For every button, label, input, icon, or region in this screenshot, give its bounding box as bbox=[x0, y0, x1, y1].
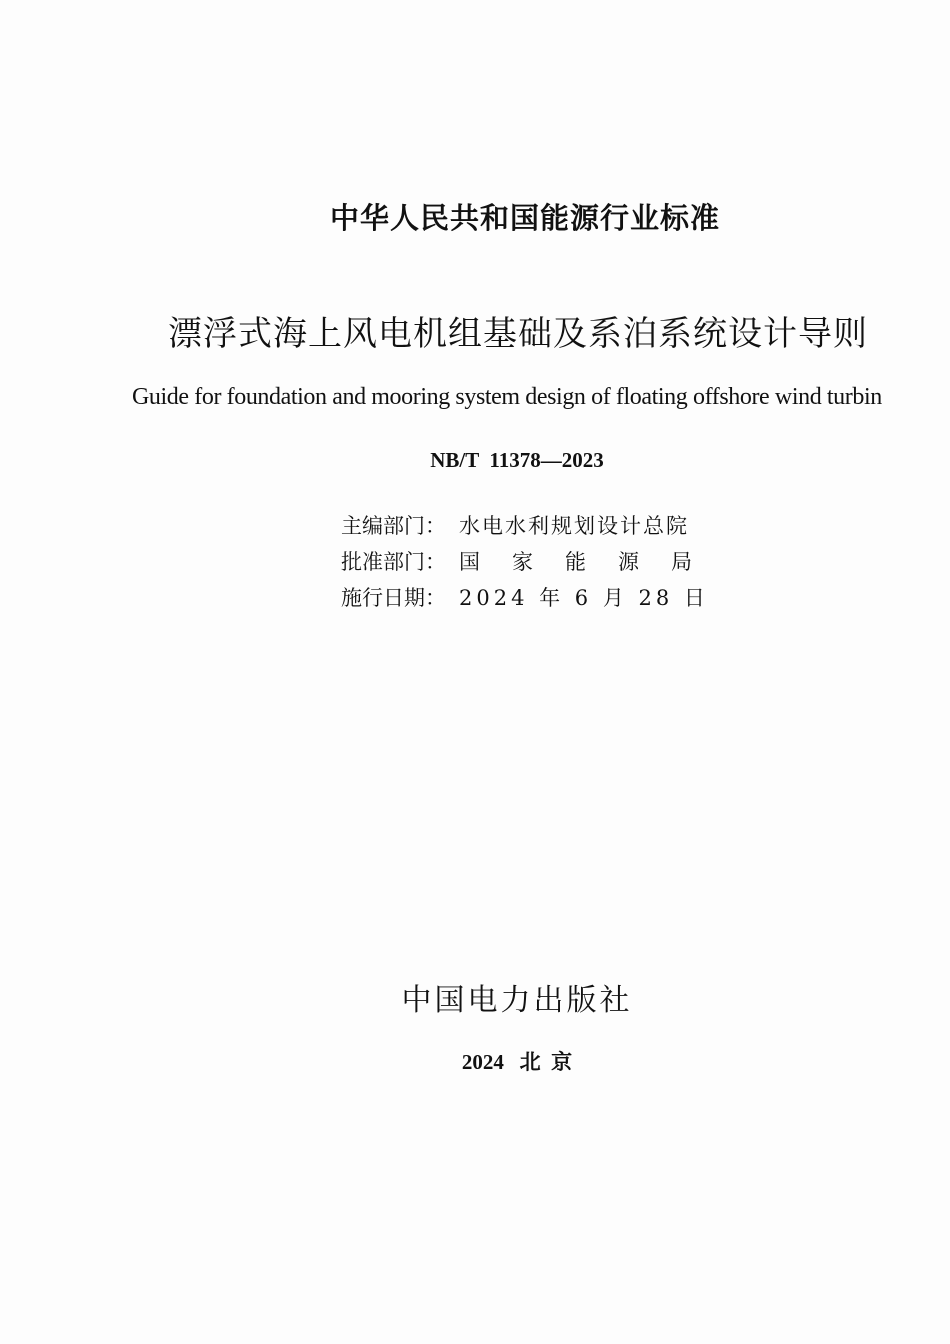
effective-label: 施行日期： bbox=[341, 586, 446, 610]
editor-value: 水电水利规划设计总院 bbox=[459, 514, 689, 538]
approver-row bbox=[341, 544, 724, 580]
publication-place: 2024 北 京 bbox=[461, 1050, 573, 1074]
meta-block bbox=[341, 508, 724, 616]
editor-label: 主编部门： bbox=[341, 514, 446, 538]
approver-value: 国家能源局 bbox=[459, 550, 724, 574]
effective-row bbox=[341, 580, 724, 616]
editor-row bbox=[341, 508, 724, 544]
chinese-title: 漂浮式海上风电机组基础及系泊系统设计导则 bbox=[168, 314, 868, 354]
effective-value: 2024 年 6 月 28 日 bbox=[459, 586, 709, 610]
english-title: Guide for foundation and mooring system design of floating offshore wind turbin bbox=[132, 384, 882, 410]
approver-label: 批准部门： bbox=[341, 550, 446, 574]
issuer-line: 中华人民共和国能源行业标准 bbox=[329, 201, 720, 235]
publisher: 中国电力出版社 bbox=[401, 983, 633, 1018]
standard-number: NB/T 11378—2023 bbox=[430, 448, 604, 472]
